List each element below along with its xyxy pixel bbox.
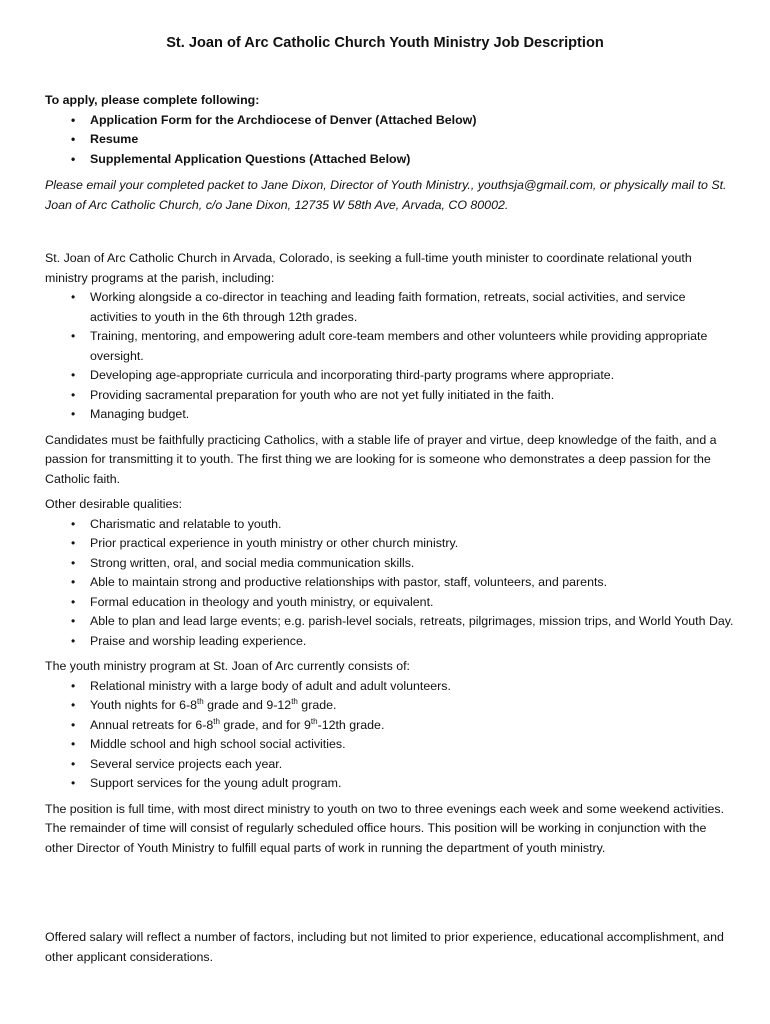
list-item: • Able to plan and lead large events; e.g. parish-level socials, retreats, pilgrimages, mission trips, and World Youth Day.: [45, 612, 735, 632]
bullet-icon: •: [71, 633, 76, 648]
bullet-icon: •: [71, 698, 76, 712]
program-list: [45, 677, 735, 794]
bullet-icon: •: [71, 516, 76, 531]
list-item: • Application Form for the Archdiocese of Denver (Attached Below): [45, 111, 735, 131]
list-item: • Working alongside a co-director in teaching and leading faith formation, retreats, social activities, and service activities to youth in the 6th through 12th grades.: [71, 290, 686, 324]
list-item: • Relational ministry with a large body of adult and adult volunteers.: [45, 677, 735, 697]
bullet-icon: •: [71, 756, 76, 771]
bullet-icon: •: [71, 112, 76, 127]
page-title: St. Joan of Arc Catholic Church Youth Ministry Job Description: [166, 35, 604, 51]
salary-paragraph: Offered salary will reflect a number of factors, including but not limited to prior experience, educational accomplishment, and other applicant considerations.: [45, 930, 724, 964]
list-item: • Annual retreats for 6-8th grade, and for 9th-12th grade.: [45, 716, 735, 736]
intro-paragraph: St. Joan of Arc Catholic Church in Arvada, Colorado, is seeking a full-time youth minister to coordinate relational youth ministry programs at the parish, including:: [45, 251, 692, 285]
position-paragraph: The position is full time, with most direct ministry to youth on two to three evenings each week and some weekend activities. The remainder of time will consist of regularly scheduled office hours. This position will be working in conjunction with the other Director of Youth Ministry to fulfill equal parts of work in running the department of youth ministry.: [45, 801, 725, 855]
apply-heading: To apply, please complete following:: [45, 93, 260, 107]
bullet-icon: •: [71, 575, 76, 589]
list-item: • Support services for the young adult program.: [45, 774, 735, 794]
list-item: • Training, mentoring, and empowering adult core-team members and other volunteers while providing appropriate oversight.: [71, 329, 708, 363]
list-item: • Providing sacramental preparation for youth who are not yet fully initiated in the faith.: [45, 386, 735, 406]
bullet-icon: •: [71, 678, 76, 693]
list-item: • Youth nights for 6-8th grade and 9-12th grade.: [45, 696, 735, 716]
bullet-icon: •: [71, 555, 76, 570]
list-item: • Charismatic and relatable to youth.: [45, 515, 735, 535]
bullet-icon: •: [71, 132, 76, 146]
bullet-icon: •: [71, 536, 76, 550]
application-instructions: Please email your completed packet to Jane Dixon, Director of Youth Ministry., youthsja@gmail.com, or physically mail to St. Joan of Arc Catholic Church, c/o Jane Dixon, 12735 W 58th Ave, Arvada, CO 80002.: [45, 178, 727, 212]
list-item: • Strong written, oral, and social media communication skills.: [45, 554, 735, 574]
bullet-icon: •: [71, 594, 76, 609]
list-item: • Several service projects each year.: [45, 755, 735, 775]
list-item: • Middle school and high school social activities.: [45, 735, 735, 755]
list-item: • Able to maintain strong and productive relationships with pastor, staff, volunteers, and parents.: [45, 573, 735, 593]
qualities-heading: Other desirable qualities:: [45, 497, 183, 511]
program-heading: The youth ministry program at St. Joan of Arc currently consists of:: [45, 659, 410, 673]
candidates-paragraph: Candidates must be faithfully practicing Catholics, with a stable life of prayer and virtue, deep knowledge of the faith, and a passion for transmitting it to youth. The first thing we are looking for is someone who demonstrates a deep passion for the Catholic faith.: [45, 432, 717, 486]
list-item: • Praise and worship leading experience.: [45, 632, 735, 652]
list-item: • Supplemental Application Questions (Attached Below): [45, 150, 735, 170]
responsibilities-list: [45, 288, 735, 425]
bullet-icon: •: [71, 329, 76, 343]
apply-section: [45, 91, 735, 169]
bullet-icon: •: [71, 387, 76, 402]
bullet-icon: •: [71, 407, 76, 421]
list-item: • Resume: [45, 130, 735, 150]
apply-list: [45, 111, 735, 170]
bullet-icon: •: [71, 614, 76, 628]
bullet-icon: •: [71, 151, 76, 166]
bullet-icon: •: [71, 717, 76, 732]
job-description-body: [45, 249, 735, 858]
bullet-icon: •: [71, 737, 76, 751]
list-item: • Formal education in theology and youth ministry, or equivalent.: [45, 593, 735, 613]
bullet-icon: •: [71, 368, 76, 382]
list-item: • Managing budget.: [45, 405, 735, 425]
qualities-list: [45, 515, 735, 652]
bullet-icon: •: [71, 776, 76, 790]
list-item: • Prior practical experience in youth ministry or other church ministry.: [45, 534, 735, 554]
bullet-icon: •: [71, 290, 76, 304]
list-item: • Developing age-appropriate curricula and incorporating third-party programs where appropriate.: [45, 366, 735, 386]
